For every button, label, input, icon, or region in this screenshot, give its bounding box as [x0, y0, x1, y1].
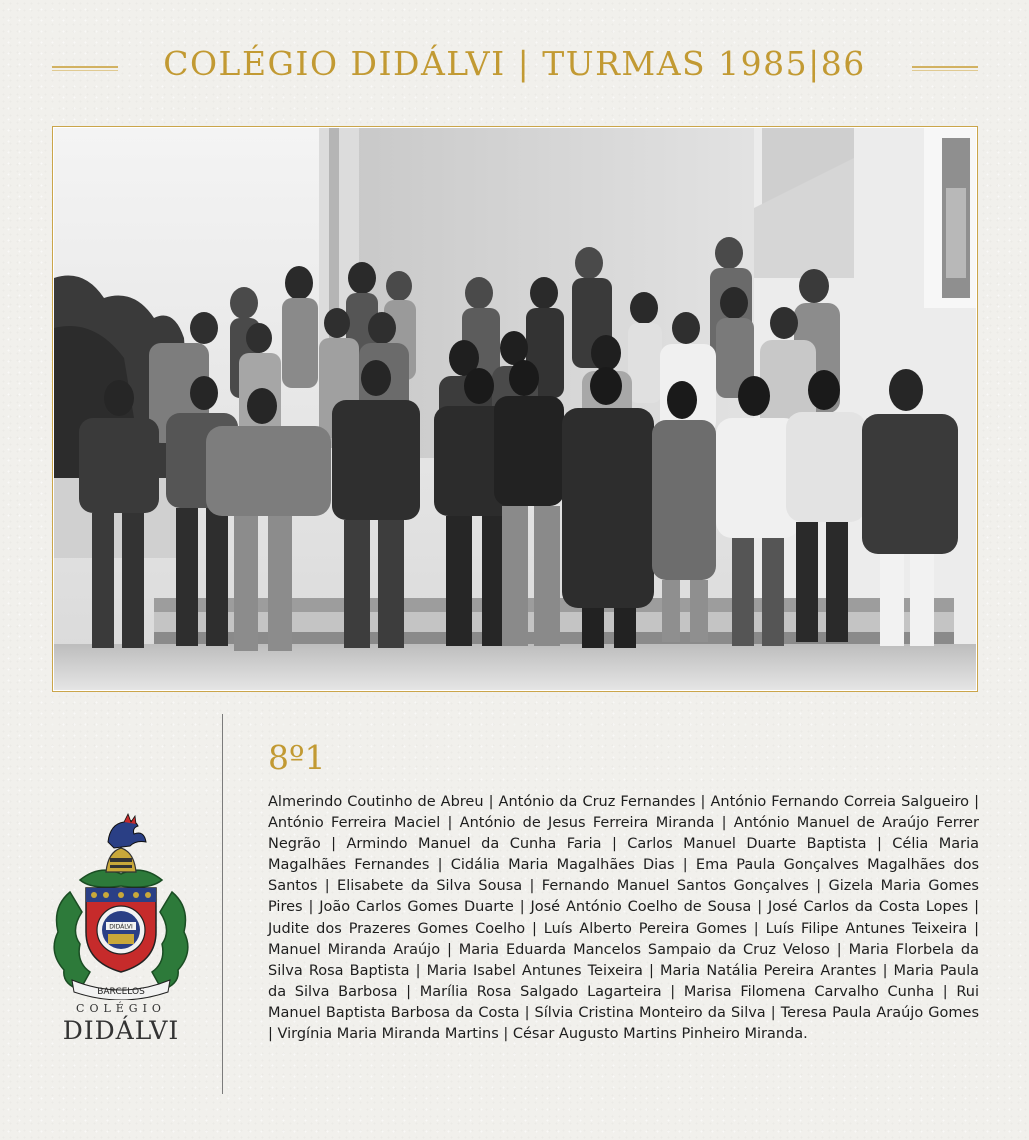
logo-subtitle: COLÉGIO	[76, 1002, 166, 1015]
crest-banner-text: BARCELOS	[97, 987, 145, 997]
school-logo	[50, 812, 192, 1052]
class-photo-image	[54, 128, 976, 690]
class-title: 8º1	[268, 738, 326, 777]
logo-name: DIDÁLVI	[62, 1016, 180, 1045]
page-title: COLÉGIO DIDÁLVI | TURMAS 1985|86	[163, 44, 866, 83]
page-header	[0, 38, 1029, 94]
crest-shield-text: DIDÁLVI	[109, 923, 133, 931]
barcelos-crest-icon	[50, 812, 192, 1000]
section-divider	[222, 714, 223, 1094]
class-photo	[52, 126, 978, 692]
student-list: Almerindo Coutinho de Abreu | António da Cruz Fernandes | António Fernando Correia Salgueiro | António Ferreira Maciel | António de Jesus Ferreira Miranda | António Manuel de Araújo Ferrer Negrão | Armindo Manuel da Cunha Faria | Carlos Manuel Duarte Baptista | Célia Maria Magalhães Fernandes | Cidália Maria Magalhães Dias | Ema Paula Gonçalves Magalhães dos Santos | Elisabete da Silva Sousa | Fernando Manuel Santos Gonçalves | Gizela Maria Gomes Pires | João Carlos Gomes Duarte | José António Coelho de Sousa | José Carlos da Costa Lopes | Judite dos Prazeres Gomes Coelho | Luís Alberto Pereira Gomes | Luís Filipe Antunes Teixeira | Manuel Miranda Araújo | Maria Eduarda Mancelos Sampaio da Cruz Veloso | Maria Florbela da Silva Rosa Baptista | Maria Isabel Antunes Teixeira | Maria Natália Pereira Arantes | Maria Paula da Silva Barbosa | Marília Rosa Salgado Lagarteira | Marisa Filomena Carvalho Cunha | Rui Manuel Baptista Barbosa da Costa | Sílvia Cristina Monteiro da Silva | Teresa Paula Araújo Gomes | Virgínia Maria Miranda Martins | César Augusto Martins Pinheiro Miranda.	[268, 794, 979, 1043]
header-ornament-right	[912, 66, 978, 68]
